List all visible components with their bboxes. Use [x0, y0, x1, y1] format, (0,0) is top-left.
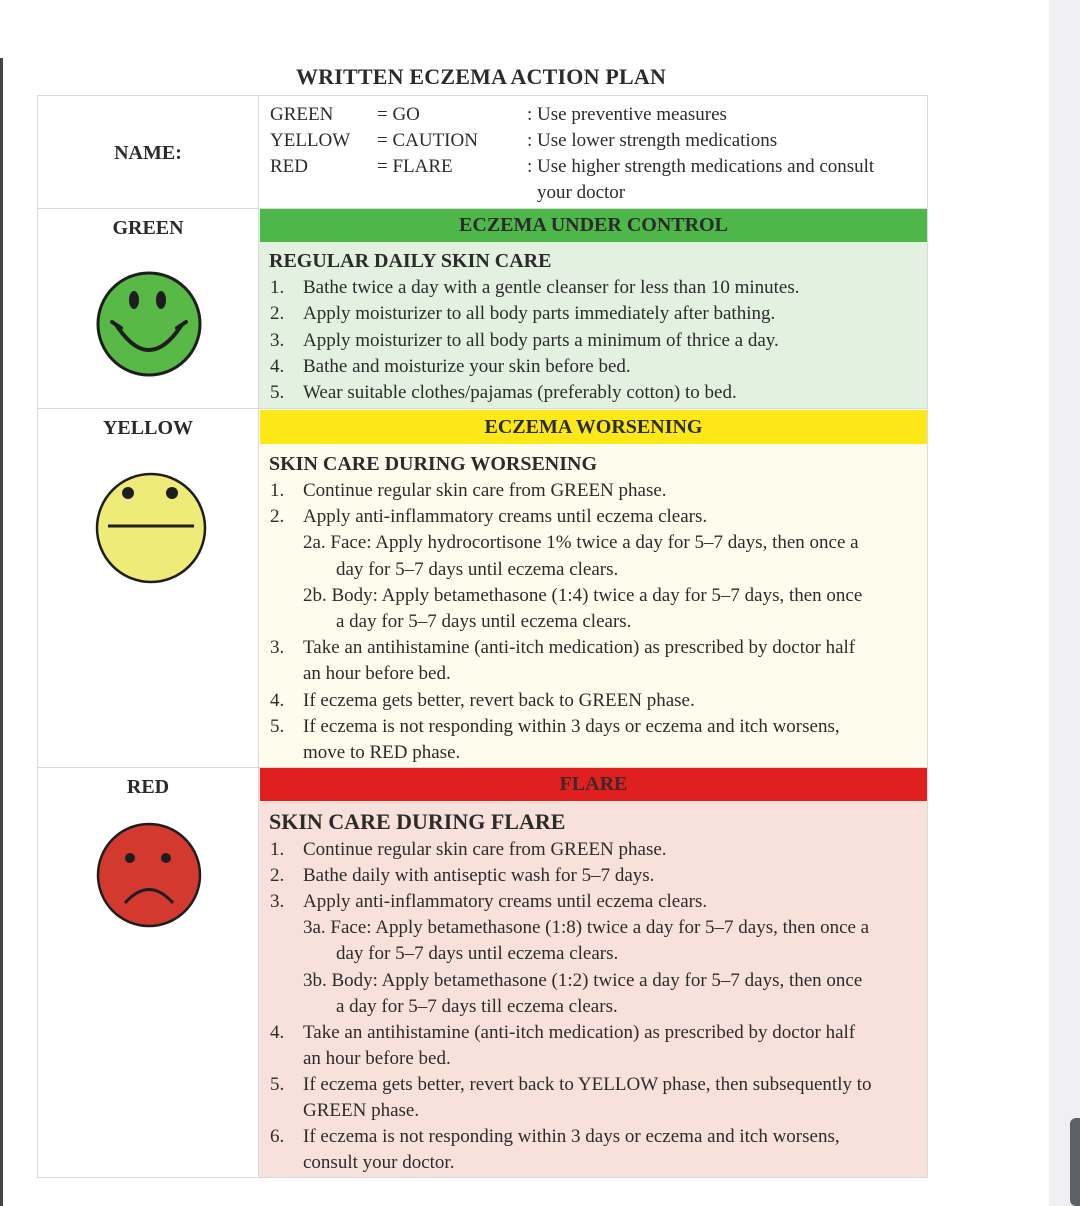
- red-item-text: 3a. Face: Apply betamethasone (1:8) twice a day for 5–7 days, then once a: [303, 917, 870, 939]
- yellow-item-number: 5.: [270, 715, 285, 737]
- yellow-item-text: day for 5–7 days until eczema clears.: [336, 558, 619, 580]
- red-heading: SKIN CARE DURING FLARE: [269, 809, 566, 834]
- yellow-item-text: an hour before bed.: [303, 663, 451, 685]
- legend-cell: [258, 95, 928, 209]
- sad-face-icon: [95, 821, 203, 929]
- yellow-item-text: a day for 5–7 days until eczema clears.: [336, 611, 632, 632]
- red-item-text: Take an antihistamine (anti-itch medication) as prescribed by doctor half: [303, 1021, 856, 1043]
- green-item-number: 3.: [270, 329, 285, 351]
- yellow-item-number: 1.: [270, 480, 285, 501]
- green-status-band: ECZEMA UNDER CONTROL: [260, 209, 927, 242]
- red-item-text: consult your doctor.: [303, 1152, 455, 1174]
- legend-red-color: RED: [270, 156, 308, 177]
- yellow-heading: SKIN CARE DURING WORSENING: [269, 453, 598, 475]
- yellow-label: YELLOW: [102, 417, 194, 439]
- red-item-text: Continue regular skin care from GREEN phase.: [303, 839, 667, 860]
- green-item-text: Wear suitable clothes/pajamas (preferably cotton) to bed.: [303, 382, 737, 404]
- green-item-number: 1.: [270, 277, 285, 298]
- red-item-text: GREEN phase.: [303, 1100, 420, 1121]
- red-item-text: If eczema gets better, revert back to YELLOW phase, then subsequently to: [303, 1073, 872, 1095]
- red-item-number: 6.: [270, 1126, 285, 1148]
- green-item-number: 5.: [270, 382, 285, 404]
- red-label: RED: [126, 776, 170, 798]
- green-label: GREEN: [112, 217, 184, 239]
- green-item-text: Apply moisturizer to all body parts a minimum of thrice a day.: [303, 329, 779, 351]
- left-margin-rule: [0, 58, 3, 1206]
- yellow-item-text: move to RED phase.: [303, 742, 461, 763]
- name-cell: [37, 95, 259, 209]
- yellow-item-text: Apply anti-inflammatory creams until eczema clears.: [303, 506, 708, 528]
- yellow-item-text: Continue regular skin care from GREEN phase.: [303, 480, 667, 501]
- red-item-number: 4.: [270, 1021, 285, 1043]
- red-item-text: an hour before bed.: [303, 1047, 451, 1069]
- red-item-number: 2.: [270, 865, 285, 887]
- green-label-cell: [37, 208, 259, 409]
- right-scroll-rail: [1049, 0, 1080, 1206]
- red-label-cell: [37, 767, 259, 1178]
- yellow-item-text: If eczema gets better, revert back to GREEN phase.: [303, 689, 695, 711]
- legend-yellow-eq: = CAUTION: [377, 130, 478, 151]
- green-item-text: Bathe and moisturize your skin before bed.: [303, 355, 631, 377]
- legend-yellow-desc: : Use lower strength medications: [527, 130, 778, 151]
- legend-red-desc-cont: your doctor: [537, 182, 626, 203]
- red-status-band: FLARE: [260, 768, 927, 801]
- red-item-text: a day for 5–7 days till eczema clears.: [336, 995, 618, 1017]
- green-item-number: 4.: [270, 355, 285, 377]
- yellow-item-number: 3.: [270, 637, 285, 659]
- yellow-item-number: 2.: [270, 506, 285, 528]
- smiley-face-icon: [95, 270, 203, 378]
- green-item-text: Bathe twice a day with a gentle cleanser for less than 10 minutes.: [303, 277, 800, 298]
- red-item-text: Apply anti-inflammatory creams until eczema clears.: [303, 891, 708, 913]
- red-item-text: 3b. Body: Apply betamethasone (1:2) twice a day for 5–7 days, then once: [303, 969, 863, 991]
- scrollbar-thumb[interactable]: [1070, 1118, 1080, 1206]
- yellow-status-band: ECZEMA WORSENING: [260, 410, 927, 444]
- yellow-label-cell: [37, 408, 259, 768]
- red-item-text: If eczema is not responding within 3 days or eczema and itch worsens,: [303, 1126, 840, 1148]
- yellow-item-text: If eczema is not responding within 3 days or eczema and itch worsens,: [303, 715, 840, 737]
- yellow-item-number: 4.: [270, 689, 285, 711]
- yellow-item-text: Take an antihistamine (anti-itch medication) as prescribed by doctor half: [303, 637, 856, 659]
- red-item-text: day for 5–7 days until eczema clears.: [336, 943, 619, 965]
- red-item-number: 3.: [270, 891, 285, 913]
- red-item-number: 5.: [270, 1073, 285, 1095]
- red-item-text: Bathe daily with antiseptic wash for 5–7 days.: [303, 865, 655, 887]
- legend-yellow-color: YELLOW: [270, 130, 351, 151]
- legend-green-desc: : Use preventive measures: [527, 104, 727, 125]
- neutral-face-icon: [94, 471, 208, 585]
- legend-red-desc: : Use higher strength medications and consult: [527, 156, 875, 177]
- green-item-number: 2.: [270, 303, 285, 325]
- legend-green-color: GREEN: [270, 104, 334, 125]
- green-heading: REGULAR DAILY SKIN CARE: [269, 250, 552, 272]
- name-label: NAME:: [114, 142, 182, 164]
- yellow-item-text: 2a. Face: Apply hydrocortisone 1% twice a day for 5–7 days, then once a: [303, 532, 859, 554]
- red-item-number: 1.: [270, 839, 285, 860]
- green-item-text: Apply moisturizer to all body parts immediately after bathing.: [303, 303, 776, 325]
- legend-red-eq: = FLARE: [377, 156, 453, 177]
- yellow-item-text: 2b. Body: Apply betamethasone (1:4) twice a day for 5–7 days, then once: [303, 584, 863, 606]
- legend-green-eq: = GO: [377, 104, 420, 125]
- page-title: WRITTEN ECZEMA ACTION PLAN: [295, 64, 667, 89]
